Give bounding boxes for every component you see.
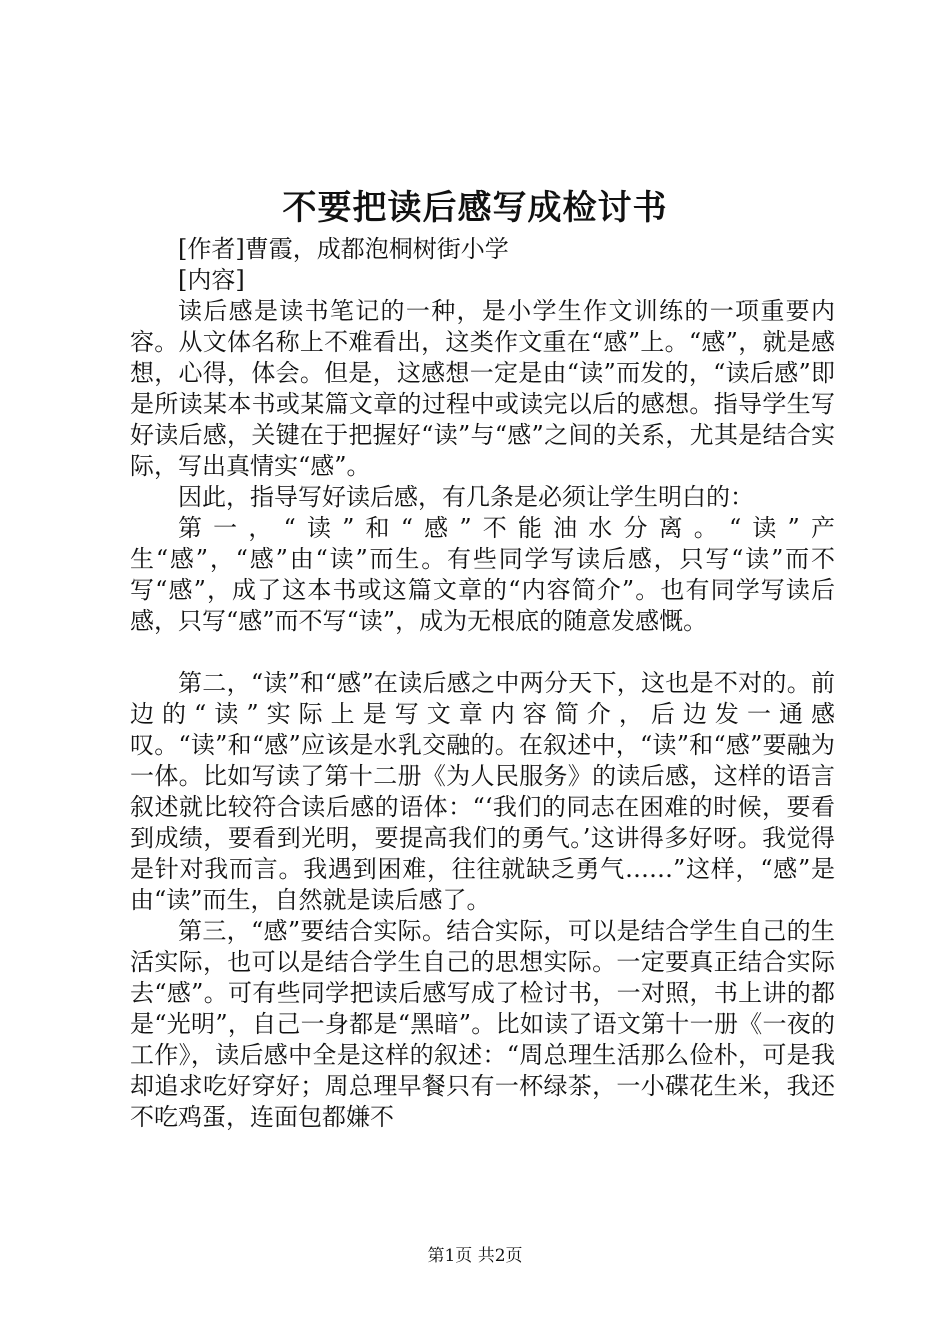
paragraph-intro: 读后感是读书笔记的一种，是小学生作文训练的一项重要内容。从文体名称上不难看出，这类作文重在“感”上。“感”，就是感想，心得，体会。但是，这感想一定是由“读”而发的，“读后感”即是所读某本书或某篇文章的过程中或读完以后的感想。指导学生写好读后感，关键在于把握好“读”与“感”之间的关系，尤其是结合实际，写出真情实“感”。 — [130, 297, 835, 480]
paragraph-gap — [130, 637, 835, 668]
paragraph-second: 第二，“读”和“感”在读后感之中两分天下，这也是不对的。前边的“读”实际上是写文章内容简介，后边发一通感叹。“读”和“感”应该是水乳交融的。在叙述中，“读”和“感”要融为一体。比如写读了第十二册《为人民服务》的读后感，这样的语言叙述就比较符合读后感的语体：“‘我们的同志在困难的时候，要看到成绩，要看到光明，要提高我们的勇气。’这讲得多好呀。我觉得是针对我而言。我遇到困难，往往就缺乏勇气……”这样，“感”是由“读”而生，自然就是读后感了。 — [130, 669, 835, 914]
page-footer: 第1页 共2页 — [427, 1246, 523, 1266]
content-label: [内容] — [178, 266, 245, 294]
document-body — [130, 234, 835, 1133]
paragraph-first: 第一，“读”和“感”不能油水分离。“读”产生“感”，“感”由“读”而生。有些同学写读后感，只写“读”而不写“感”，成了这本书或这篇文章的“内容简介”。也有同学写读后感，只写“感”而不写“读”，成为无根底的随意发感慨。 — [130, 514, 835, 635]
paragraph-therefore: 因此，指导写好读后感，有几条是必须让学生明白的： — [178, 483, 754, 511]
document-title: 不要把读后感写成检讨书 — [282, 188, 668, 228]
author-line: [作者]曹霞，成都泡桐树街小学 — [178, 235, 509, 263]
paragraph-third: 第三，“感”要结合实际。结合实际，可以是结合学生自己的生活实际，也可以是结合学生自己的思想实际。一定要真正结合实际去“感”。可有些同学把读后感写成了检讨书，一对照，书上讲的都是“光明”，自己一身都是“黑暗”。比如读了语文第十一册《一夜的工作》，读后感中全是这样的叙述：“周总理生活那么俭朴，可是我却追求吃好穿好；周总理早餐只有一杯绿茶，一小碟花生米，我还不吃鸡蛋，连面包都嫌不 — [130, 917, 835, 1131]
